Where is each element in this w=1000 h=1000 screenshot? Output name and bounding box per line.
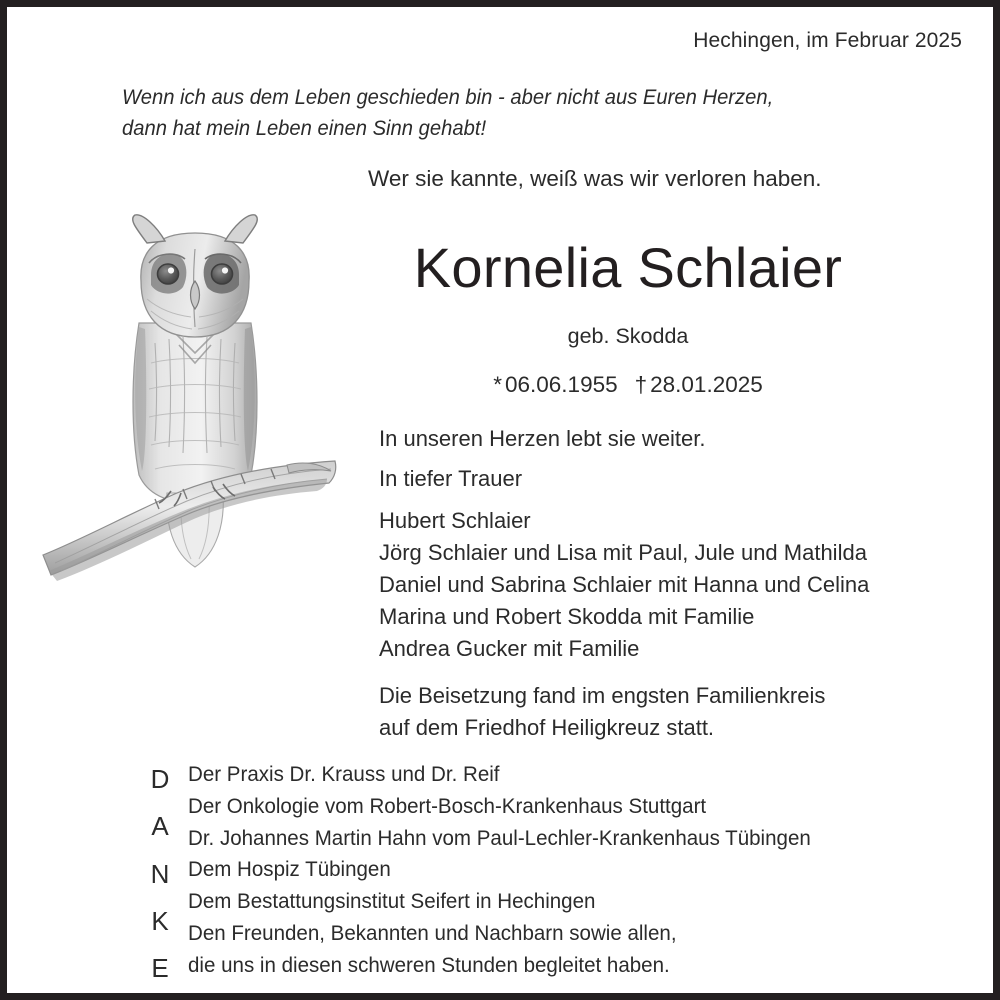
acrostic-letter-d: D [150,764,170,794]
list-item: Hubert Schlaier [379,508,531,533]
acrostic-letter-e: E [151,953,169,983]
list-item: Marina und Robert Skodda mit Familie [379,604,755,629]
thanks-line: Dem Hospiz Tübingen [188,857,391,882]
thanks-line: Den Freunden, Bekannten und Nachbarn sowie allen, [188,920,677,945]
burial-line-1: Die Beisetzung fand im engsten Familienkreis [379,683,826,708]
death-symbol: † [634,372,648,397]
mourners-list [379,505,869,665]
life-dates [368,372,888,398]
acrostic-letter-n: N [150,859,170,889]
danke-acrostic [143,759,177,983]
thanks-line: die uns in diesen schweren Stunden begleitet haben. [188,952,670,977]
dateline: Hechingen, im Februar 2025 [693,29,962,52]
maiden-name: geb. Skodda [567,324,689,348]
obituary-inner-frame [11,11,989,989]
thanks-line: Dem Bestattungsinstitut Seifert in Hechingen [188,889,596,914]
acrostic-letter-k: K [151,906,169,936]
death-date: 28.01.2025 [650,372,763,397]
thanks-line: Der Praxis Dr. Krauss und Dr. Reif [188,762,500,786]
mourning-label: In tiefer Trauer [379,466,523,491]
list-item: Andrea Gucker mit Familie [379,636,640,661]
birth-symbol: * [493,372,502,397]
birth-date: 06.06.1955 [505,372,618,397]
memorial-sentence: In unseren Herzen lebt sie weiter. [379,426,706,451]
motto-verse [122,82,874,144]
acrostic-letter-a: A [151,811,169,841]
burial-line-2: auf dem Friedhof Heiligkreuz statt. [379,715,715,740]
burial-info [379,680,825,744]
thanks-lines [188,759,923,982]
motto-line-2: dann hat mein Leben einen Sinn gehabt! [122,116,487,140]
owl-on-branch-sketch-icon [35,203,355,593]
thanks-line: Der Onkologie vom Robert-Bosch-Krankenhaus Stuttgart [188,793,707,818]
owl-head [133,215,258,337]
thanks-section [143,759,923,983]
list-item: Daniel und Sabrina Schlaier mit Hanna und Celina [379,572,870,597]
thanks-line: Dr. Johannes Martin Hahn vom Paul-Lechler-Krankenhaus Tübingen [188,825,811,850]
list-item: Jörg Schlaier und Lisa mit Paul, Jule und Mathilda [379,540,867,565]
motto-line-1: Wenn ich aus dem Leben geschieden bin - aber nicht aus Euren Herzen, [122,85,774,109]
page-title: Kornelia Schlaier [413,236,843,299]
intro-sentence: Wer sie kannte, weiß was wir verloren haben. [368,166,822,191]
